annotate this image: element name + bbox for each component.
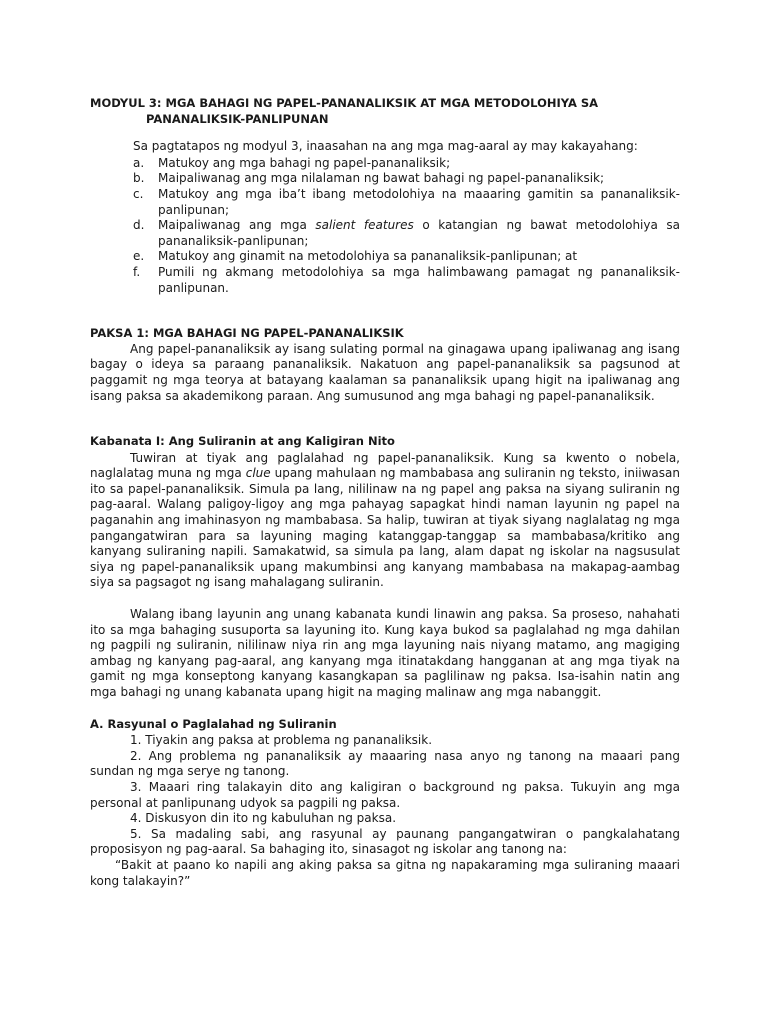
kabanata1-heading: Kabanata I: Ang Suliranin at ang Kaligiran Nito (90, 434, 395, 449)
kabanata1-section (90, 434, 680, 701)
objective-text (158, 218, 680, 249)
objectives-list (133, 156, 680, 296)
section-a-list (90, 733, 680, 858)
objective-letter: f. (133, 264, 141, 279)
objective-text-emphasis: salient features (315, 218, 414, 233)
kabanata1-paragraph-1 (90, 451, 680, 591)
objective-letter: e. (133, 249, 145, 264)
module-title-line2: PANANALIKSIK-PANLIPUNAN (146, 111, 329, 126)
objectives-intro: Sa pagtatapos ng modyul 3, inaasahan na ang mga mag-aaral ay may kakayahang: (133, 139, 638, 154)
objective-item (133, 187, 680, 218)
list-item: 3. Maaari ring talakayin dito ang kaligiran o background ng paksa. Tukuyin ang mga personal at panlipunang udyok sa pagpili ng paksa. (90, 779, 680, 810)
list-item: 5. Sa madaling sabi, ang rasyunal ay paunang pangangatwiran o pangkalahatang proposisyon ng pag-aaral. Sa bahaging ito, sinasagot ng iskolar ang tanong na: (90, 826, 680, 857)
objective-item (133, 265, 680, 296)
kabanata1-p1-post: upang mahulaan ng mambabasa ang suliranin ng teksto, iniiwasan ito sa papel-pananaliksik. Simula pa lang, nililinaw na ng papel ang paksa na siyang suliranin ng pag-aaral. Walang paligoy-ligoy ang mga pahayag sapagkat hindi naman layunin ng papel na paganahin ang imahinasyon ng mambabasa. Sa halip, tuwiran at tiyak siyang naglalatag ng mga pangangatwiran para sa layuning maging katanggap-tanggap sa mambabasa/kritiko ang kanyang suliraning napili. Samakatwid, sa simula pa lang, alam dapat ng iskolar na nagsusulat siya ng papel-pananaliksik upang makumbinsi ang kanyang mambabasa na makapag-aambag siya sa pagsagot ng isang mahalagang suliranin. (90, 466, 681, 590)
list-item: 1. Tiyakin ang paksa at problema ng pananaliksik. (130, 733, 433, 748)
objective-text-post: o katangian ng bawat metodolohiya sa pananaliksik-panlipunan; (158, 218, 681, 248)
objective-letter: c. (133, 186, 144, 201)
objective-item (133, 156, 680, 172)
objective-text-pre: Maipaliwanag ang mga (158, 218, 316, 233)
kabanata1-paragraph-2: Walang ibang layunin ang unang kabanata kundi linawin ang paksa. Sa proseso, nahahati ito sa mga bahaging susuporta sa layuning ito. Kung kaya bukod sa paglalahad ng mga dahilan ng pagpili ng suliranin, nililinaw niya rin ang mga layuning nais niyang matamo, ang magiging ambag ng kanyang pag-aaral, ang kanyang mga itinatakdang hangganan at ang mga tiyak na gamit ng mga konseptong kanyang kasangkapan sa paglilinaw ng paksa. Isa-isahin natin ang mga bahagi ng unang kabanata upang higit na maging malinaw ang mga nabanggit. (90, 607, 680, 699)
section-a (90, 717, 680, 890)
kabanata1-p1-pre: Tuwiran at tiyak ang paglalahad ng papel-pananaliksik. Kung sa kwento o nobela, naglalatag muna ng mga (90, 450, 680, 481)
objective-item (133, 218, 680, 249)
objective-text: Matukoy ang mga bahagi ng papel-pananaliksik; (158, 155, 451, 170)
objective-text: Matukoy ang mga iba’t ibang metodolohiya na maaaring gamitin sa pananaliksik-panlipunan; (158, 186, 680, 217)
module-title (90, 96, 680, 127)
kabanata1-p1-emphasis: clue (245, 466, 271, 481)
section-a-heading: A. Rasyunal o Paglalahad ng Suliranin (90, 716, 337, 731)
list-item: 2. Ang problema ng pananaliksik ay maaaring nasa anyo ng tanong na maaari pang sundan ng mga serye ng tanong. (90, 748, 680, 779)
objective-letter: d. (133, 218, 145, 233)
objective-item (133, 249, 680, 265)
paksa1-paragraph: Ang papel-pananaliksik ay isang sulating pormal na ginagawa upang ipaliwanag ang isang bagay o ideya sa paraang pananaliksik. Nakatuon ang papel-pananaliksik sa pagsunod at paggamit ng mga teorya at batayang kaalaman sa pananaliksik upang higit na ipaliwanag ang isang paksa sa akademikong paraan. Ang sumusunod ang mga bahagi ng papel-pananaliksik. (90, 341, 680, 403)
objective-letter: a. (133, 155, 145, 170)
objective-item (133, 171, 680, 187)
objective-text: Maipaliwanag ang mga nilalaman ng bawat bahagi ng papel-pananaliksik; (158, 171, 605, 186)
paksa1-heading: PAKSA 1: MGA BAHAGI NG PAPEL-PANANALIKSIK (90, 326, 404, 341)
objective-letter: b. (133, 171, 145, 186)
objective-text: Matukoy ang ginamit na metodolohiya sa pananaliksik-panlipunan; at (158, 249, 578, 264)
module-title-line1: MODYUL 3: MGA BAHAGI NG PAPEL-PANANALIKSIK AT MGA METODOLOHIYA SA (90, 96, 599, 110)
paksa1-section (90, 326, 680, 404)
objectives-section (90, 139, 680, 296)
section-a-quote: “Bakit at paano ko napili ang aking paksa sa gitna ng napakaraming mga suliraning maaari kong talakayin?” (90, 857, 680, 888)
list-item: 4. Diskusyon din ito ng kabuluhan ng paksa. (130, 811, 397, 826)
objective-text: Pumili ng akmang metodolohiya sa mga halimbawang pamagat ng pananaliksik-panlipunan. (158, 264, 680, 295)
